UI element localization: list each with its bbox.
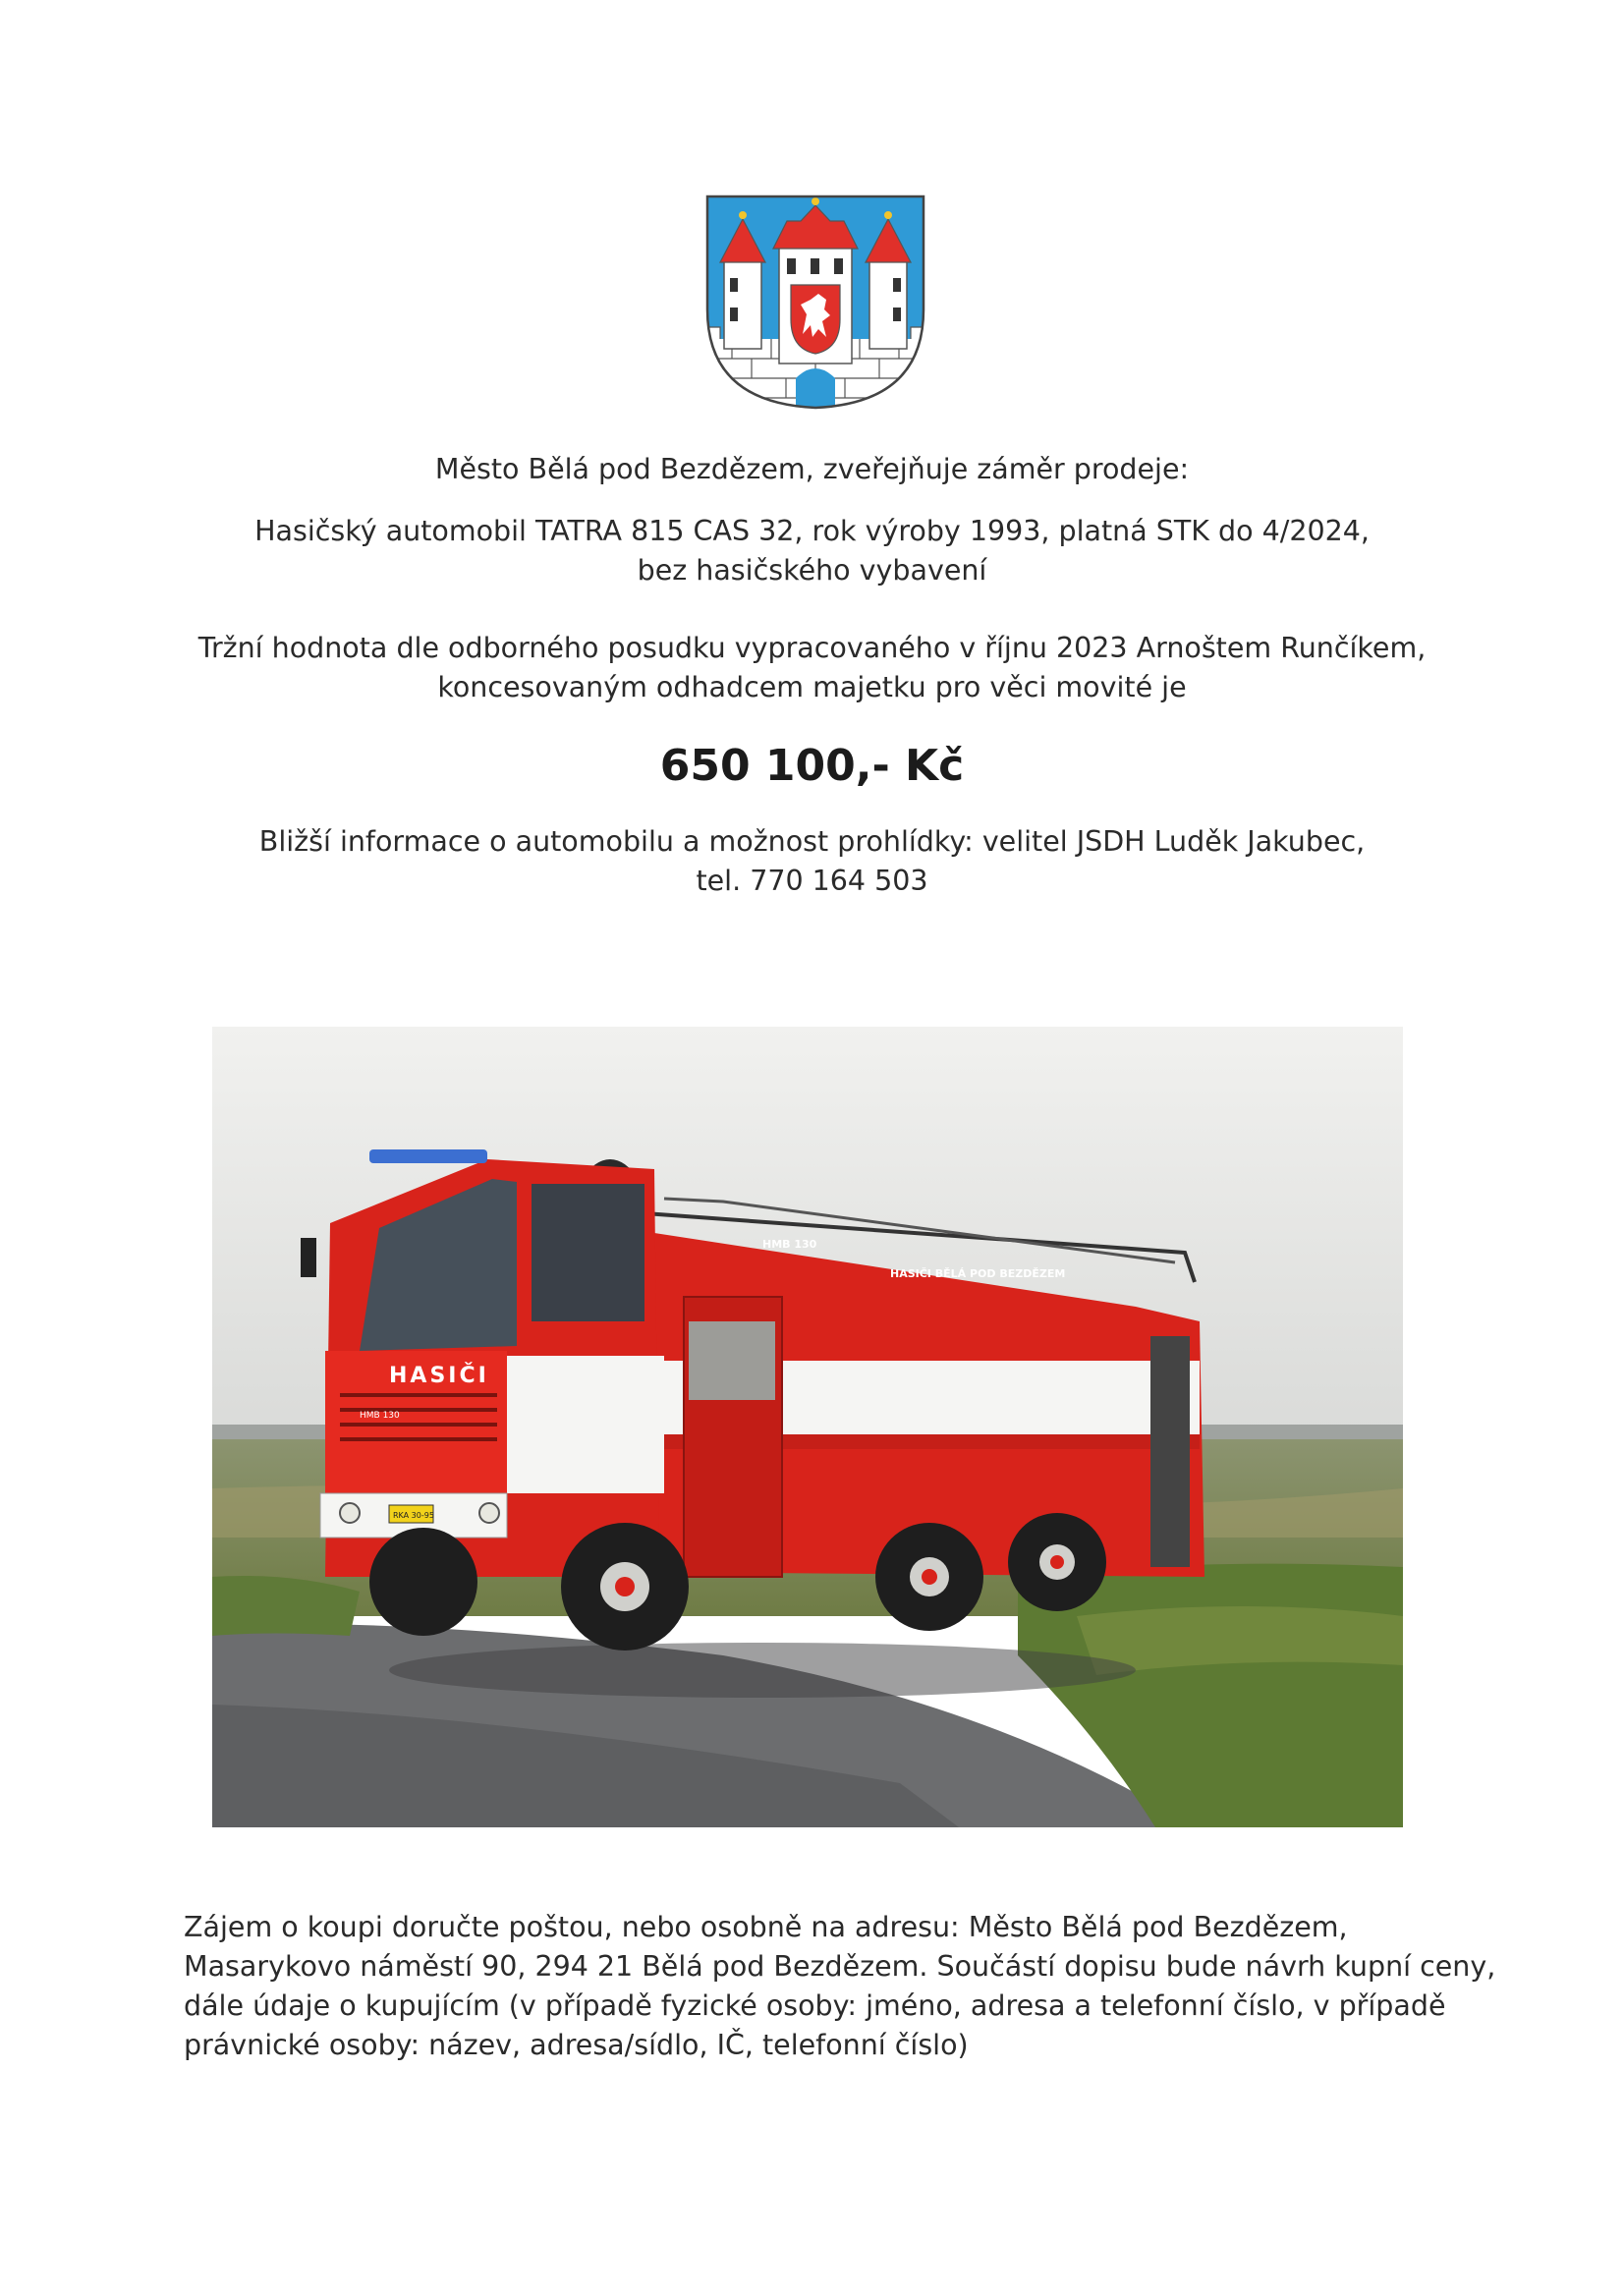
footer-line: dále údaje o kupujícím (v případě fyzické osoby: jméno, adresa a telefonní číslo, v případě	[184, 1989, 1446, 2022]
valuation-text	[196, 629, 1428, 707]
contact-line: Bližší informace o automobilu a možnost prohlídky: velitel JSDH Luděk Jakubec,	[258, 825, 1366, 858]
cab-text: HASIČI	[389, 1364, 489, 1388]
contact-line: tel. 770 164 503	[696, 865, 928, 897]
unit-code-front: HMB 130	[360, 1411, 400, 1421]
intro-text: Město Bělá pod Bezdězem, zveřejňuje záměr prodeje:	[434, 453, 1190, 485]
footer-line: Zájem o koupi doručte poštou, nebo osobně na adresu: Město Bělá pod Bezdězem,	[184, 1911, 1348, 1943]
valuation-line: Tržní hodnota dle odborného posudku vypracovaného v říjnu 2023 Arnoštem Runčíkem,	[197, 632, 1427, 664]
vehicle-description	[196, 512, 1428, 590]
submission-instructions	[184, 1908, 1496, 2065]
price-value: 650 100,- Kč	[659, 741, 965, 791]
contact-info	[196, 822, 1428, 901]
side-text: HASIČI BĚLÁ POD BEZDĚZEM	[890, 1267, 1066, 1280]
footer-line: Masarykovo náměstí 90, 294 21 Bělá pod Bezdězem. Součástí dopisu bude návrh kupní ceny,	[184, 1950, 1496, 1983]
vehicle-line: Hasičský automobil TATRA 815 CAS 32, rok výroby 1993, platná STK do 4/2024,	[254, 515, 1370, 547]
license-plate: RKA 30-95	[393, 1511, 434, 1520]
coat-of-arms-icon	[702, 192, 928, 413]
vehicle-line: bez hasičského vybavení	[637, 554, 987, 587]
fire-truck-photo	[212, 1027, 1403, 1827]
footer-line: právnické osoby: název, adresa/sídlo, IČ, telefonní číslo)	[184, 2029, 969, 2061]
valuation-line: koncesovaným odhadcem majetku pro věci movité je	[437, 671, 1187, 703]
unit-code-side: HMB 130	[762, 1238, 817, 1251]
